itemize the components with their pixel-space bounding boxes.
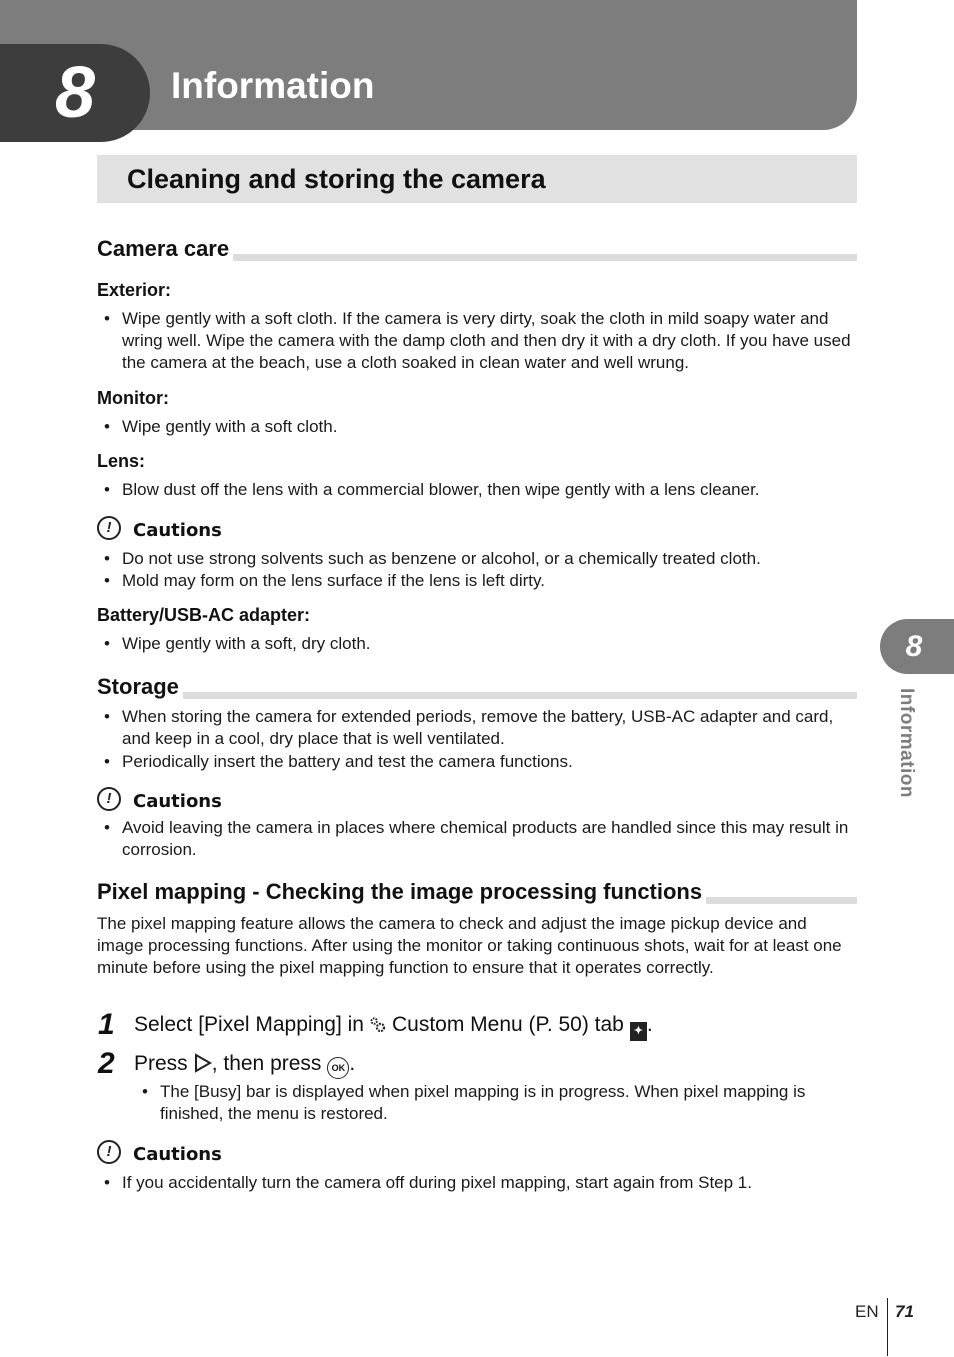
heading-storage: Storage	[97, 670, 857, 700]
custom-menu-gear-icon	[369, 1016, 386, 1033]
arrow-right-icon	[194, 1053, 212, 1073]
subheading-lens: Lens:	[97, 451, 146, 471]
ok-button-icon: OK	[327, 1057, 349, 1079]
list-item-caution: • If you accidentally turn the camera off during pixel mapping, start again from Step 1.	[122, 1172, 862, 1194]
custom-menu-tab-icon: ✦	[630, 1022, 647, 1041]
list-item-caution: • Mold may form on the lens surface if the lens is left dirty.	[122, 570, 862, 592]
subheading-battery: Battery/USB-AC adapter:	[97, 605, 311, 625]
caution-icon: !	[97, 787, 121, 811]
heading-pixel-mapping: Pixel mapping - Checking the image processing functions	[97, 875, 857, 905]
list-item-caution: • Do not use strong solvents such as benzene or alcohol, or a chemically treated cloth.	[122, 548, 862, 570]
cautions-label: Cautions	[133, 520, 222, 541]
list-item-storage: • When storing the camera for extended periods, remove the battery, USB-AC adapter and card, and keep in a cool, dry place that is well ventilated.	[122, 706, 862, 750]
step-1-text: Select [Pixel Mapping] in Custom Menu (P. 50) tab ✦ .	[134, 1012, 653, 1041]
footer-language: EN	[855, 1302, 879, 1321]
footer-divider	[887, 1298, 888, 1356]
step-number: 1	[98, 1008, 115, 1041]
step-number: 2	[98, 1047, 115, 1080]
list-item-battery: • Wipe gently with a soft, dry cloth.	[122, 633, 862, 655]
side-chapter-number: 8	[905, 630, 923, 663]
list-item-storage: • Periodically insert the battery and test the camera functions.	[122, 751, 862, 773]
cautions-label: Cautions	[133, 1144, 222, 1165]
list-item-caution: • Avoid leaving the camera in places where chemical products are handled since this may result in corrosion.	[122, 817, 862, 861]
chapter-number: 8	[54, 53, 96, 133]
caution-icon: !	[97, 1140, 121, 1164]
caution-icon: !	[97, 516, 121, 540]
list-item-lens: • Blow dust off the lens with a commercial blower, then wipe gently with a lens cleaner.	[122, 479, 862, 501]
cautions-label: Cautions	[133, 791, 222, 812]
page-number: 71	[895, 1302, 914, 1321]
list-item-exterior: • Wipe gently with a soft cloth. If the camera is very dirty, soak the cloth in mild soapy water and wring well. Wipe the camera with the damp cloth and then dry it with a dry cloth. If you have used the camera at the beach, use a cloth soaked in clean water and well wrung.	[122, 308, 862, 374]
step-2-text: Press , then press OK .	[134, 1051, 355, 1079]
list-item-step-note: • The [Busy] bar is displayed when pixel mapping is in progress. When pixel mapping is finished, the menu is restored.	[160, 1081, 860, 1125]
subheading-monitor: Monitor:	[97, 388, 169, 408]
list-item-monitor: • Wipe gently with a soft cloth.	[122, 416, 862, 438]
section-title: Cleaning and storing the camera	[127, 164, 546, 194]
heading-camera-care: Camera care	[97, 232, 857, 262]
chapter-title: Information	[171, 65, 375, 106]
side-chapter-label: Information	[896, 688, 917, 798]
subheading-exterior: Exterior:	[97, 280, 172, 300]
pixel-mapping-intro: The pixel mapping feature allows the camera to check and adjust the image pickup device and image processing functions. After using the monitor or taking continuous shots, wait for at least one minute before using the pixel mapping function to ensure that it operates correctly.	[97, 914, 842, 977]
